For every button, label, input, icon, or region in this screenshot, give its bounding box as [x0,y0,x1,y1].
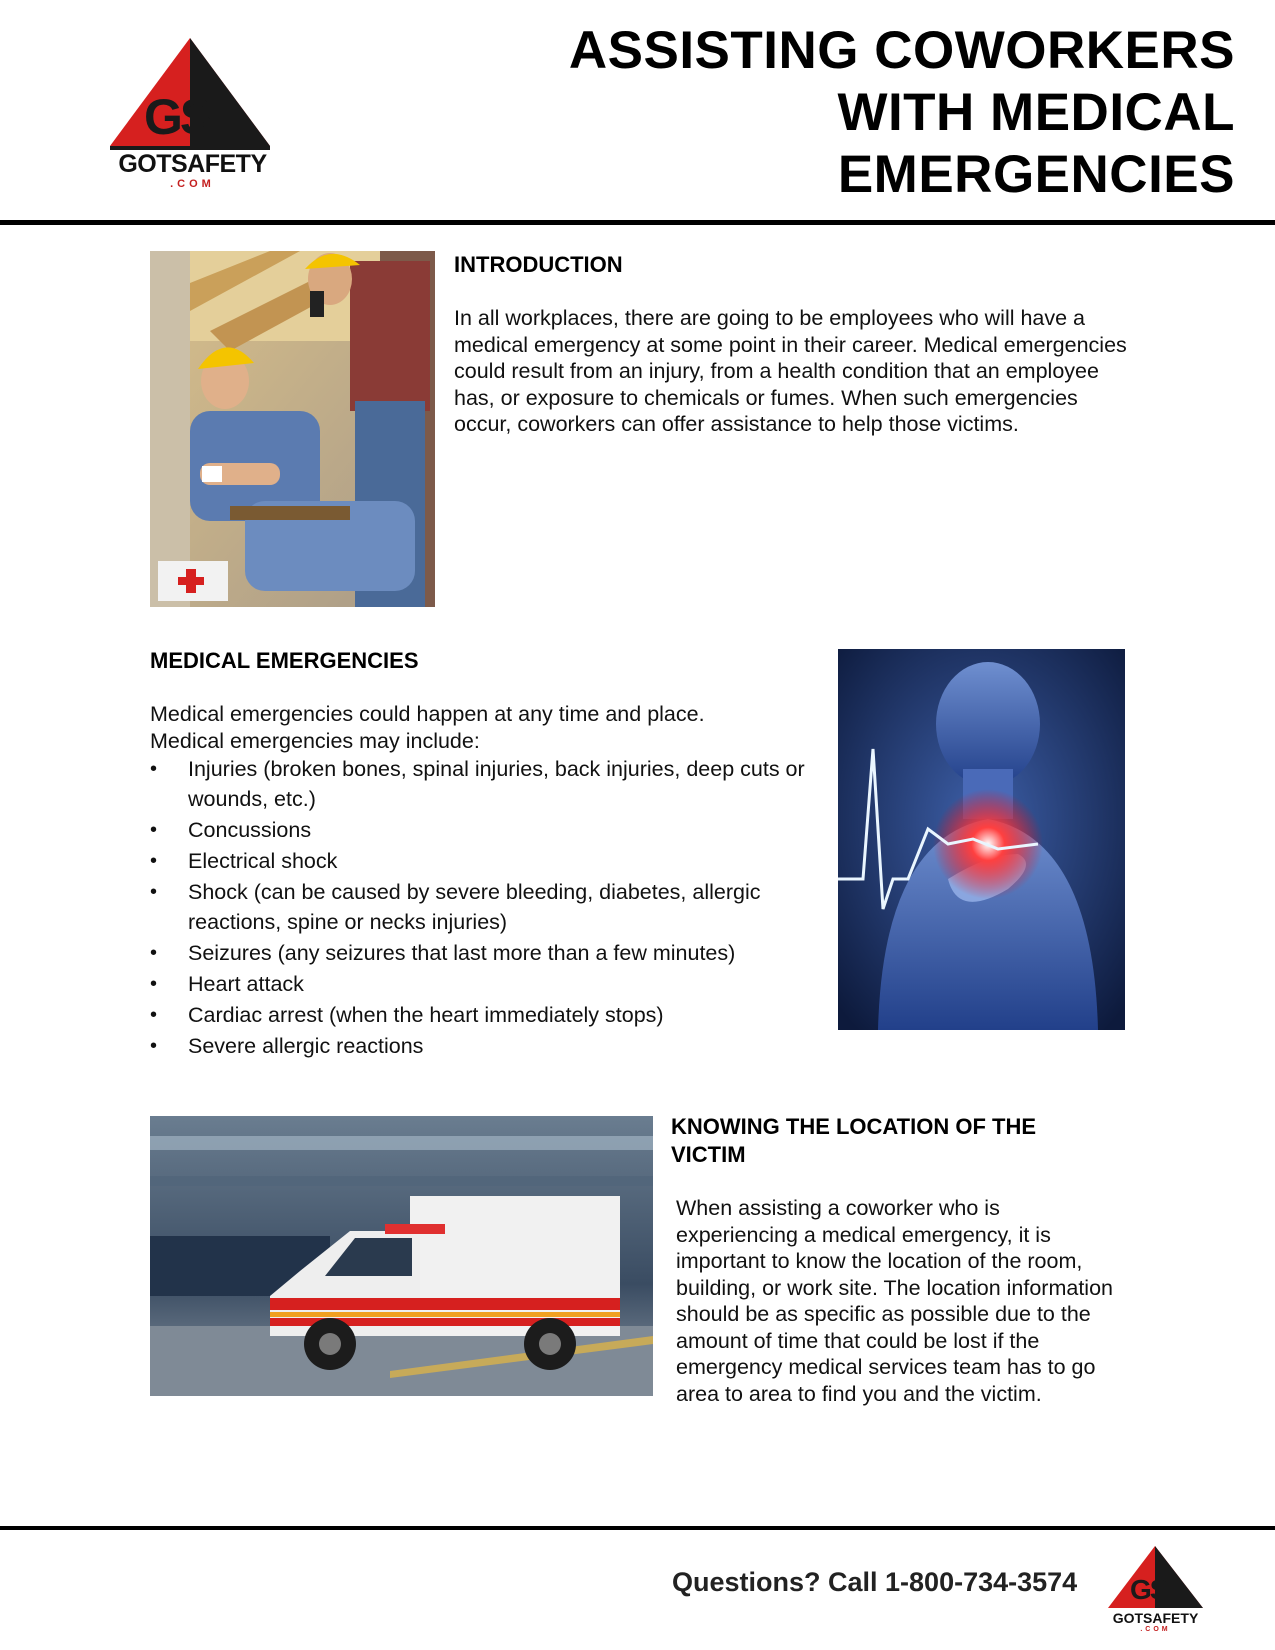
medical-emergencies-heading: MEDICAL EMERGENCIES [150,648,419,673]
footer-logo-wordmark: GOTSAFETY [1112,1610,1199,1626]
logo-domain: .COM [170,178,215,190]
title-line-3: EMERGENCIES [837,145,1235,204]
location-heading: KNOWING THE LOCATION OF THE VICTIM [671,1114,1037,1167]
ambulance-photo [150,1116,653,1396]
list-item: • Shock (can be caused by severe bleeding, diabetes, allergic reactions, spine or necks injuries) [150,877,830,937]
logo-initials: GS [144,89,211,145]
list-item: • Concussions [150,815,830,845]
list-item: • Severe allergic reactions [150,1031,830,1061]
location-body: When assisting a coworker who is experiencing a medical emergency, it is important to know the location of the room, building, or work site. The location information should be as specific as possible due to the amount of time that could be lost if the emergency medical services team has to go area to area to find you and the victim. [676,1196,1113,1406]
title-line-2: WITH MEDICAL [837,83,1235,142]
footer-divider [0,1526,1275,1530]
medical-emergencies-intro [150,701,820,754]
medical-emergencies-intro-line-1: Medical emergencies could happen at any time and place. [150,702,705,726]
page-title [569,20,1235,206]
list-item: • Seizures (any seizures that last more than a few minutes) [150,938,830,968]
header-divider [0,220,1275,225]
logo-wordmark: GOTSAFETY [118,150,267,178]
list-item: • Cardiac arrest (when the heart immediately stops) [150,1000,830,1030]
title-line-1: ASSISTING COWORKERS [568,21,1235,80]
introduction-body: In all workplaces, there are going to be employees who will have a medical emergency at some point in their career. Medical emergencies could result from an injury, from a health condition that an employee has, or exposure to chemicals or fumes. When such emergencies occur, coworkers can offer assistance to help those victims. [454,306,1127,436]
injured-worker-photo [150,251,435,607]
list-item: • Heart attack [150,969,830,999]
heart-attack-illustration [838,649,1125,1030]
footer-logo-domain: .COM [1140,1626,1171,1633]
introduction-heading: INTRODUCTION [454,252,623,277]
medical-emergencies-list [150,754,830,1062]
footer-logo-initials: GS [1130,1574,1167,1605]
footer-logo [1108,1546,1203,1636]
medical-emergencies-intro-line-2: Medical emergencies may include: [150,728,480,753]
list-item: • Injuries (broken bones, spinal injuries, back injuries, deep cuts or wounds, etc.) [150,754,830,814]
gotsafety-logo [110,38,280,198]
footer-contact: Questions? Call 1-800-734-3574 [672,1567,1078,1597]
list-item: • Electrical shock [150,846,830,876]
